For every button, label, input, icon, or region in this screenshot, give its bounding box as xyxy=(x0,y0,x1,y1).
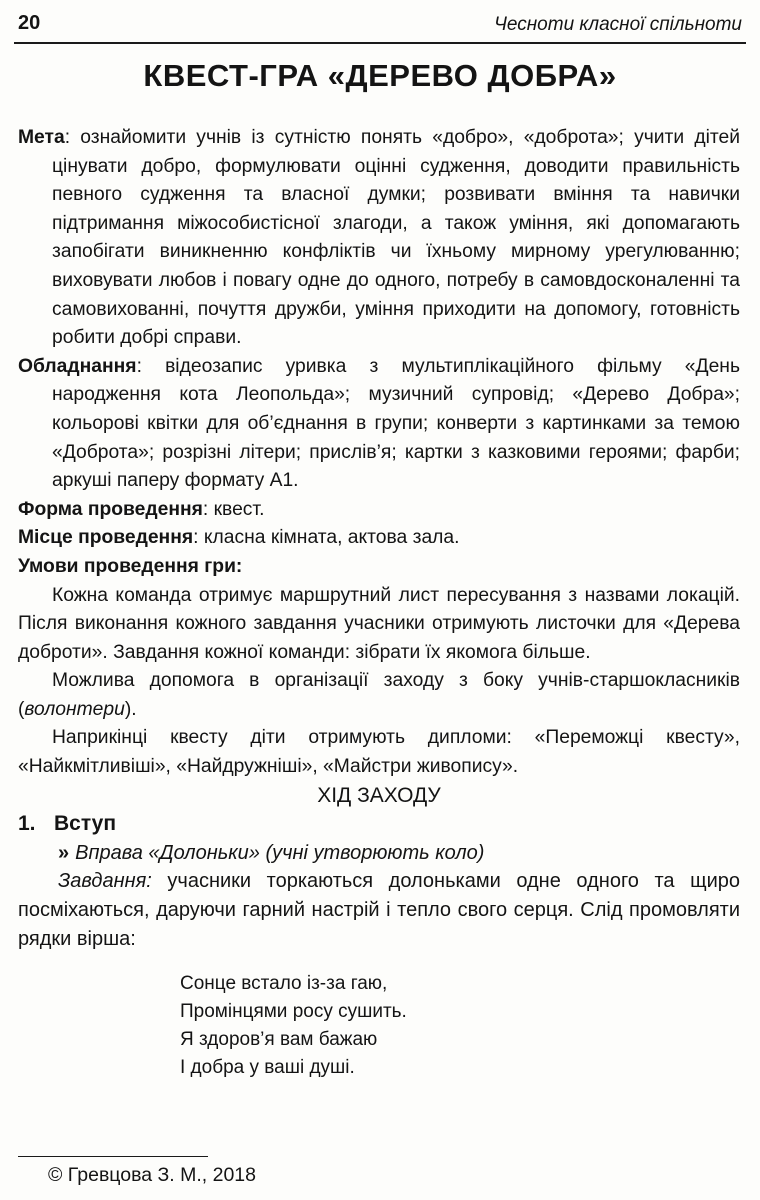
equipment-text: : відеозапис уривка з мультиплікаційного фільму «День народження кота Леопольда»; музичний супровід; «Дерево Добра»; кольорові квітки для об’єднання в групи; конверти з картинками за темою «Доброта»; розрізні літери; прислів’я; картки з казковими героями; фарби; аркуші паперу формату А1. xyxy=(52,355,740,492)
form-paragraph xyxy=(18,496,740,525)
running-title: Чесноти класної спільноти xyxy=(494,14,742,35)
rules-label: Умови проведення гри: xyxy=(18,555,243,577)
step-title: Вступ xyxy=(54,812,117,836)
double-arrow-icon: » xyxy=(58,841,70,864)
goal-text: : ознайомити учнів із сутністю понять «добро», «доброта»; учити дітей цінувати добро, формулювати оцінні судження, доводити правильність певного судження та власної думки; розвивати вміння та навички підтримання міжособистісної злагоди, а також уміння, які допомагають запобігати виникненню конфліктів чи їхньому мирному урегулюванню; виховувати любов і повагу одне до одного, потребу в самовдосконаленні та самовихованні, почуття дружби, уміння приходити на допомогу, готовність робити добрі справи. xyxy=(52,127,740,349)
copyright-footnote: © Гревцова З. М., 2018 xyxy=(48,1164,256,1186)
rules-heading xyxy=(18,553,740,582)
task-label: Завдання: xyxy=(58,870,152,893)
task-text: учасники торкаються долоньками одне одного та щиро посміхаються, даруючи гарний настрій і тепло свого серця. Слід промовляти рядки вірша: xyxy=(18,870,740,951)
rules-paragraph-1: Кожна команда отримує маршрутний лист пересування з назвами локацій. Після виконання кожного завдання учасники отримують листочки для «Дерева доброти». Завдання кожної команди: зібрати їх якомога більше. xyxy=(18,584,740,663)
exercise-line xyxy=(18,839,740,868)
place-paragraph xyxy=(18,524,740,553)
page-number: 20 xyxy=(18,12,41,34)
goal-label: Мета xyxy=(18,127,65,148)
page-title: КВЕСТ-ГРА «ДЕРЕВО ДОБРА» xyxy=(143,58,617,93)
equipment-paragraph xyxy=(18,353,740,496)
goal-paragraph xyxy=(18,124,740,353)
equipment-label: Обладнання xyxy=(18,355,137,377)
poem xyxy=(18,970,740,1082)
rules-p2-italic: волонтери xyxy=(24,698,125,720)
poem-line: І добра у ваші душі. xyxy=(180,1057,355,1079)
step-heading xyxy=(18,810,740,839)
footnote-divider xyxy=(18,1156,208,1157)
place-label: Місце проведення xyxy=(18,527,194,549)
task-paragraph xyxy=(18,867,740,954)
form-text: : квест. xyxy=(202,498,265,520)
poem-line: Промінцями росу сушить. xyxy=(180,1001,407,1023)
page-header xyxy=(14,8,746,44)
body-text xyxy=(18,124,740,1082)
place-text: : класна кімната, актова зала. xyxy=(193,527,460,549)
poem-line: Я здоров’я вам бажаю xyxy=(180,1029,378,1051)
poem-line: Сонце встало із-за гаю, xyxy=(180,973,388,995)
exercise-title: Вправа «Долоньки» (учні утворюють коло) xyxy=(75,841,485,864)
form-label: Форма проведення xyxy=(18,498,203,520)
rules-p2-end: ). xyxy=(124,698,137,720)
section-title: ХІД ЗАХОДУ xyxy=(317,783,441,807)
rules-paragraph-2 xyxy=(18,667,740,724)
rules-paragraph-3: Наприкінці квесту діти отримують дипломи: «Переможці квесту», «Найкмітливіші», «Найдружніші», «Майстри живопису». xyxy=(18,727,740,778)
step-number: 1. xyxy=(18,812,36,836)
rules-p2-main: Можлива допомога в організації заходу з боку учнів-старшокласників ( xyxy=(18,670,740,720)
